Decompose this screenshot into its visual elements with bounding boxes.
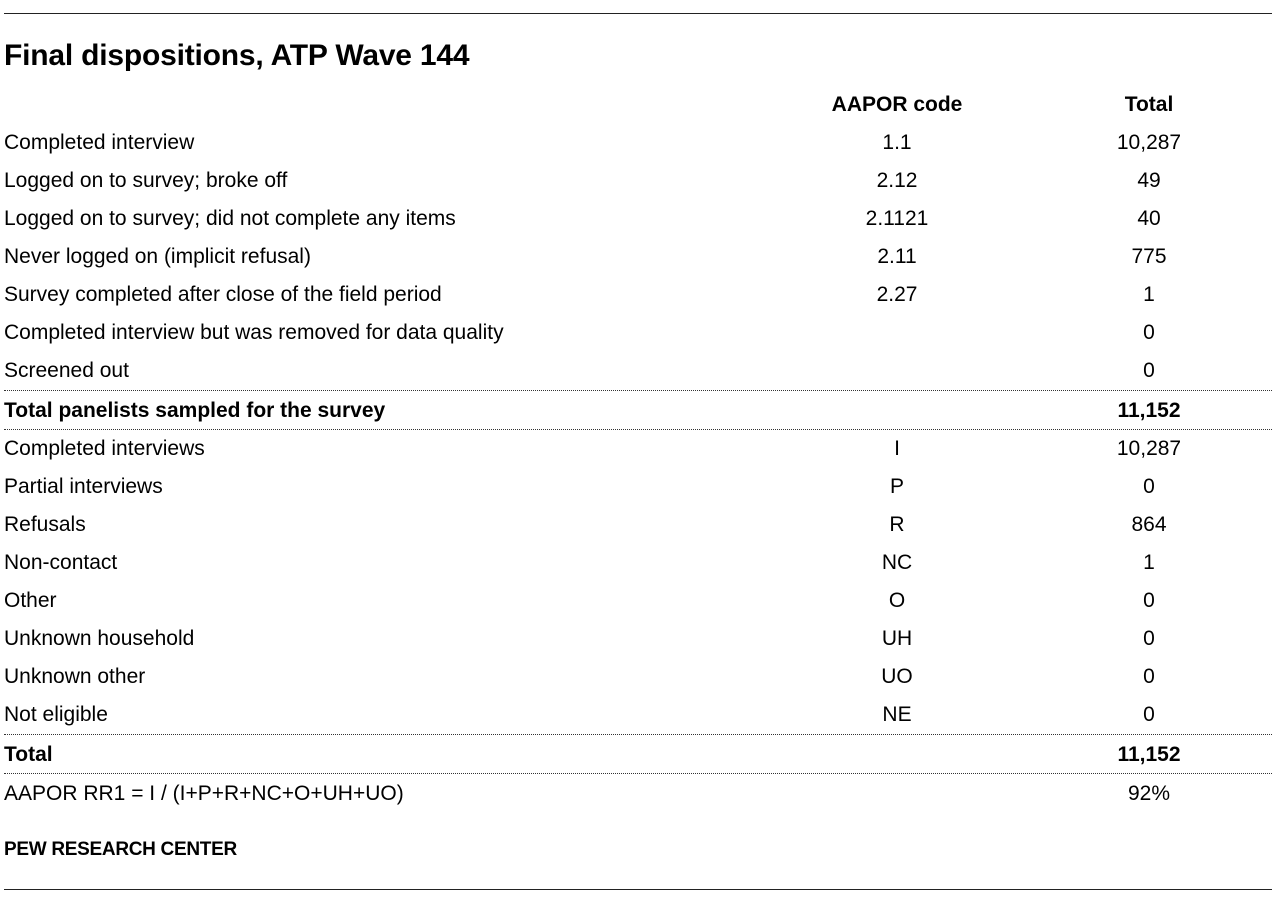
row-label: Non-contact bbox=[4, 551, 118, 574]
row-label: Logged on to survey; broke off bbox=[4, 169, 288, 192]
response-rate-value: 92% bbox=[1127, 782, 1171, 805]
row-label: Partial interviews bbox=[4, 475, 163, 498]
table-row bbox=[4, 620, 1272, 658]
row-total: 0 bbox=[1143, 589, 1155, 612]
row-code: 2.12 bbox=[876, 169, 918, 192]
row-total: 0 bbox=[1143, 703, 1155, 726]
table-row bbox=[4, 162, 1272, 200]
row-label: Never logged on (implicit refusal) bbox=[4, 245, 311, 268]
row-total: 864 bbox=[1131, 513, 1167, 536]
row-total: 0 bbox=[1143, 665, 1155, 688]
table-row bbox=[4, 468, 1272, 506]
row-code: R bbox=[889, 513, 905, 536]
document-page bbox=[4, 0, 1272, 904]
bottom-rule bbox=[4, 889, 1272, 890]
table-row bbox=[4, 200, 1272, 238]
row-label: Logged on to survey; did not complete any items bbox=[4, 207, 456, 230]
total-row bbox=[4, 734, 1272, 774]
row-label: Survey completed after close of the field period bbox=[4, 283, 442, 306]
subtotal-label: Total panelists sampled for the survey bbox=[4, 399, 386, 422]
header-aapor-code: AAPOR code bbox=[831, 93, 963, 116]
row-total: 1 bbox=[1143, 283, 1155, 306]
table-row bbox=[4, 658, 1272, 696]
table-header-row bbox=[4, 86, 1272, 124]
table-row bbox=[4, 582, 1272, 620]
table-row bbox=[4, 430, 1272, 468]
table-row bbox=[4, 544, 1272, 582]
row-label: Other bbox=[4, 589, 57, 612]
row-code: NE bbox=[882, 703, 912, 726]
row-code: 2.11 bbox=[877, 245, 917, 268]
row-total: 775 bbox=[1131, 245, 1167, 268]
total-value: 11,152 bbox=[1117, 743, 1181, 766]
row-total: 1 bbox=[1143, 551, 1155, 574]
table-row bbox=[4, 696, 1272, 734]
row-total: 0 bbox=[1143, 627, 1155, 650]
response-rate-formula: AAPOR RR1 = I / (I+P+R+NC+O+UH+UO) bbox=[4, 782, 404, 805]
row-label: Unknown household bbox=[4, 627, 195, 650]
subtotal-total: 11,152 bbox=[1117, 399, 1181, 422]
row-code: NC bbox=[881, 551, 913, 574]
row-label: Completed interview bbox=[4, 131, 195, 154]
row-label: Refusals bbox=[4, 513, 86, 536]
total-label: Total bbox=[4, 743, 53, 766]
row-total: 10,287 bbox=[1116, 131, 1182, 154]
table-row bbox=[4, 314, 1272, 352]
row-label: Completed interview but was removed for data quality bbox=[4, 321, 504, 344]
response-rate-row bbox=[4, 774, 1272, 814]
row-code: UH bbox=[881, 627, 913, 650]
table-row bbox=[4, 276, 1272, 314]
dispositions-table bbox=[4, 86, 1272, 814]
subtotal-row-sampled bbox=[4, 390, 1272, 430]
row-total: 0 bbox=[1143, 359, 1155, 382]
row-total: 0 bbox=[1143, 321, 1155, 344]
row-total: 10,287 bbox=[1116, 437, 1182, 460]
table-row bbox=[4, 352, 1272, 390]
row-label: Screened out bbox=[4, 359, 129, 382]
page-title: Final dispositions, ATP Wave 144 bbox=[4, 39, 470, 72]
table-row bbox=[4, 124, 1272, 162]
table-row bbox=[4, 238, 1272, 276]
header-total: Total bbox=[1124, 93, 1174, 116]
row-total: 40 bbox=[1137, 207, 1161, 230]
row-code: 2.27 bbox=[876, 283, 918, 306]
row-code: O bbox=[888, 589, 906, 612]
row-total: 0 bbox=[1143, 475, 1155, 498]
row-code: UO bbox=[881, 665, 913, 688]
row-code: 2.1121 bbox=[865, 207, 929, 230]
row-label: Completed interviews bbox=[4, 437, 205, 460]
row-code: I bbox=[894, 437, 900, 460]
source-credit: PEW RESEARCH CENTER bbox=[4, 839, 237, 860]
row-label: Unknown other bbox=[4, 665, 146, 688]
row-label: Not eligible bbox=[4, 703, 108, 726]
row-code: P bbox=[889, 475, 904, 498]
top-rule bbox=[4, 13, 1272, 14]
row-total: 49 bbox=[1137, 169, 1161, 192]
table-row bbox=[4, 506, 1272, 544]
row-code: 1.1 bbox=[882, 131, 912, 154]
